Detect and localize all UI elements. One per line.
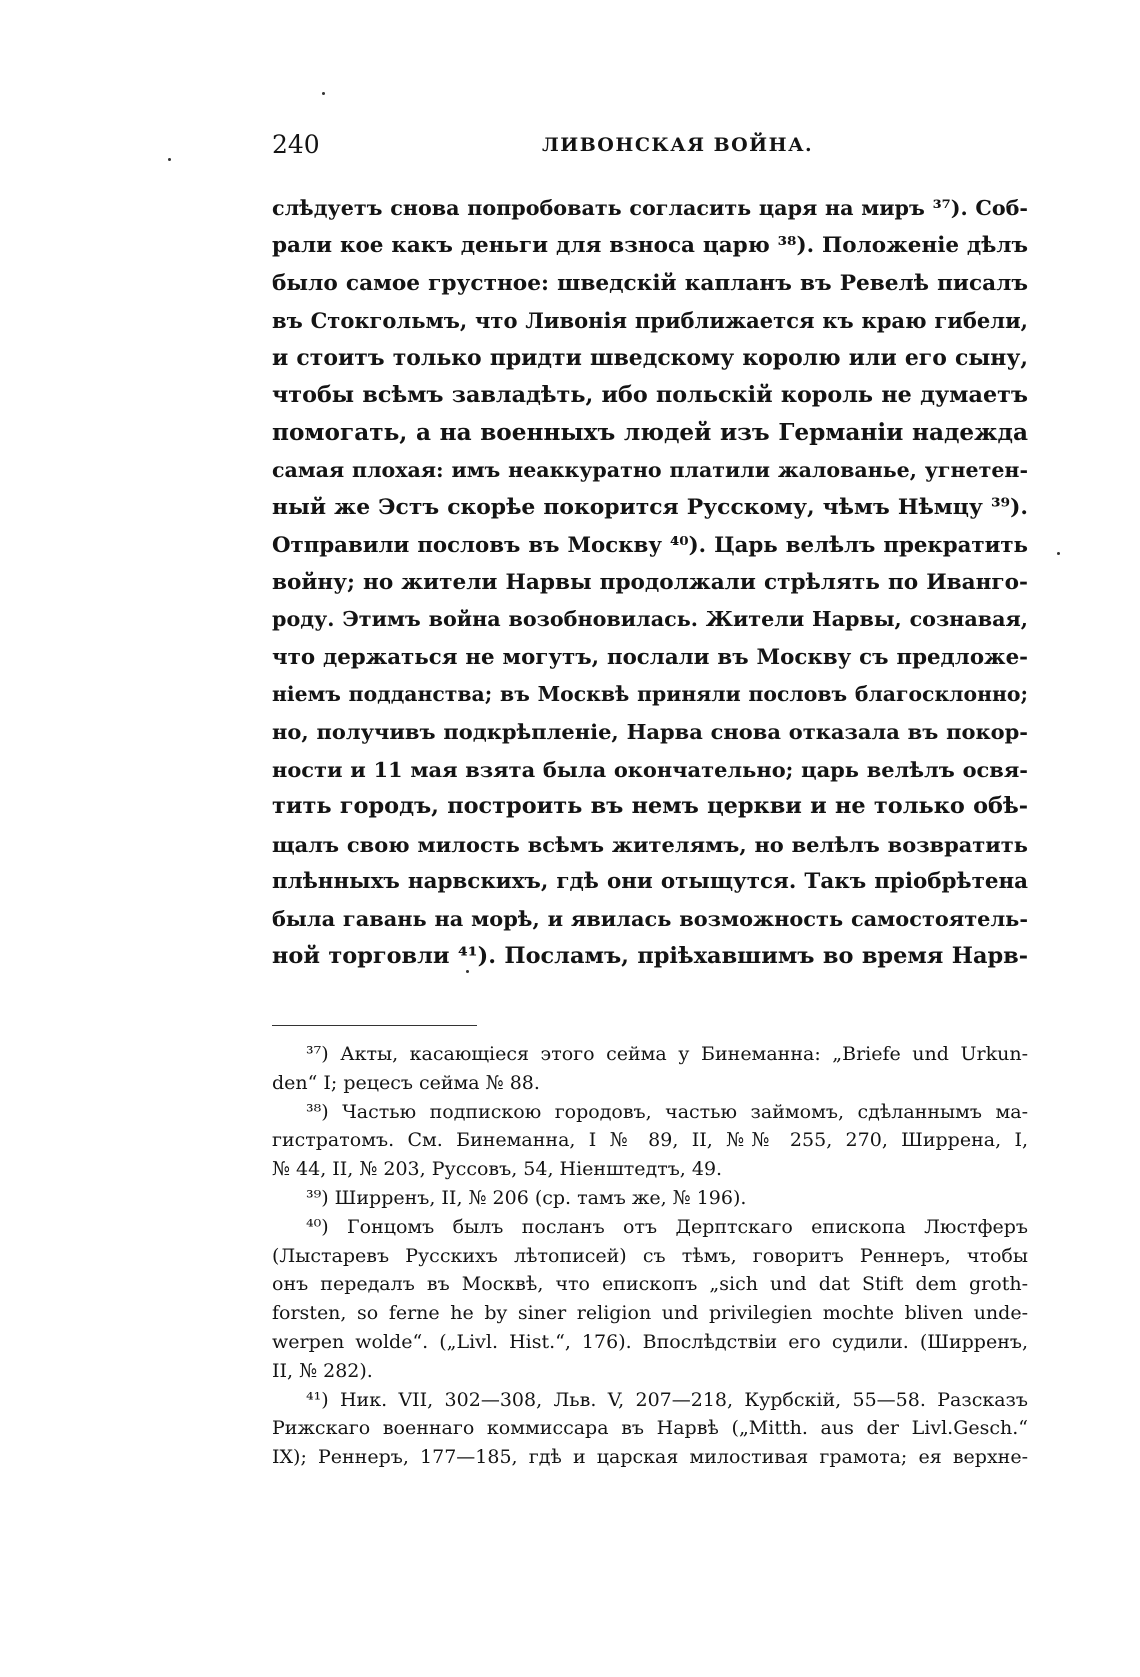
running-title: ЛИВОНСКАЯ ВОЙНА. [542, 134, 814, 156]
footnote-41 [272, 1386, 1028, 1472]
footnote-38 [272, 1098, 1028, 1184]
text-line: роду. Этимъ война возобновилась. Жители Нарвы, сознавая, [272, 607, 1028, 632]
main-text [272, 190, 1028, 975]
footnote-separator [272, 1025, 477, 1026]
footnote-line: № 44, II, № 203, Руссовъ, 54, Ніенштедтъ, 49. [272, 1158, 723, 1181]
text-line: было самое грустное: шведскій капланъ въ Ревелѣ писалъ [272, 270, 1028, 296]
text-line: была гавань на морѣ, и явилась возможность самостоятель- [272, 906, 1028, 932]
footnote-line: ⁴⁰) Гонцомъ былъ посланъ отъ Дерптскаго епископа Люстферъ [306, 1215, 1028, 1238]
page-header [272, 130, 1028, 164]
footnote-39 [272, 1184, 1028, 1213]
footnote-line: ³⁷) Акты, касающіеся этого сейма у Бинеманна: „Briefe und Urkun- [306, 1043, 1028, 1065]
footnote-line: den“ I; рецесъ сейма № 88. [272, 1071, 540, 1094]
text-line: что держаться не могутъ, послали въ Москву съ предложе- [272, 644, 1028, 670]
text-line: рали кое какъ деньги для взноса царю ³⁸). Положеніе дѣлъ [272, 233, 1028, 259]
text-line: самая плохая: имъ неаккуратно платили жалованье, угнетен- [272, 457, 1028, 482]
text-line: ніемъ подданства; въ Москвѣ приняли пословъ благосклонно; [272, 682, 1028, 707]
footnote-line: II, № 282). [272, 1359, 373, 1382]
footnote-40 [272, 1213, 1028, 1386]
text-line: щалъ свою милость всѣмъ жителямъ, но велѣлъ возвратить [272, 831, 1028, 857]
text-line: войну; но жители Нарвы продолжали стрѣлять по Иванго- [272, 569, 1028, 595]
text-line: и стоитъ только придти шведскому королю или его сыну, [272, 344, 1028, 371]
text-line: слѣдуетъ снова попробовать согласить царя на миръ ³⁷). Соб- [272, 196, 1028, 220]
page-number: 240 [272, 130, 320, 159]
footnote-line: онъ передалъ въ Москвѣ, что епископъ „sich und dat Stift dem groth- [272, 1273, 1028, 1296]
footnote-line: Рижскаго военнаго коммиссара въ Нарвѣ („Mitth. aus der Livl.Gesch.“ [272, 1417, 1028, 1440]
footnote-line: (Лыстаревъ Русскихъ лѣтописей) съ тѣмъ, говоритъ Реннеръ, чтобы [272, 1244, 1028, 1267]
text-line: въ Стокгольмъ, что Ливонія приближается къ краю гибели, [272, 308, 1028, 334]
text-line: помогать, а на военныхъ людей изъ Германіи надежда [272, 419, 1028, 447]
text-line: ности и 11 мая взята была окончательно; царь велѣлъ освя- [272, 756, 1028, 782]
footnote-line: werpen wolde“. („Livl. Hist.“, 176). Впослѣдствіи его судили. (Ширренъ, [272, 1330, 1028, 1353]
text-line: тить городъ, построить въ немъ церкви и не только обѣ- [272, 793, 1028, 820]
footnotes [272, 1040, 1028, 1472]
footnote-line: forsten, so ferne he by siner religion und privilegien mochte bliven unde- [272, 1302, 1028, 1325]
text-line: но, получивъ подкрѣпленіе, Нарва снова отказала въ покор- [272, 719, 1028, 745]
footnote-line: ³⁸) Частью подпискою городовъ, частью займомъ, сдѣланнымъ ма- [306, 1100, 1028, 1123]
footnote-line: IX); Реннеръ, 177—185, гдѣ и царская милостивая грамота; ея верхне- [272, 1446, 1028, 1469]
footnote-line: ⁴¹) Ник. VII, 302—308, Льв. V, 207—218, Курбскій, 55—58. Разсказъ [306, 1388, 1028, 1411]
footnote-line: ³⁹) Ширренъ, II, № 206 (ср. тамъ же, № 196). [306, 1186, 747, 1209]
footnote-line: гистратомъ. См. Бинеманна, I № 89, II, №№ 255, 270, Ширрена, I, [272, 1129, 1028, 1152]
text-line: Отправили пословъ въ Москву ⁴⁰). Царь велѣлъ прекратить [272, 532, 1028, 558]
text-line: ной торговли ⁴¹). Посламъ, пріѣхавшимъ во время Нарв- [272, 942, 1028, 969]
footnote-37 [272, 1040, 1028, 1098]
text-line: ный же Эстъ скорѣе покорится Русскому, чѣмъ Нѣмцу ³⁹). [272, 495, 1028, 521]
text-line: чтобы всѣмъ завладѣть, ибо польскій король не думаетъ [272, 381, 1028, 408]
text-line: плѣнныхъ нарвскихъ, гдѣ они отыщутся. Такъ пріобрѣтена [272, 869, 1028, 895]
